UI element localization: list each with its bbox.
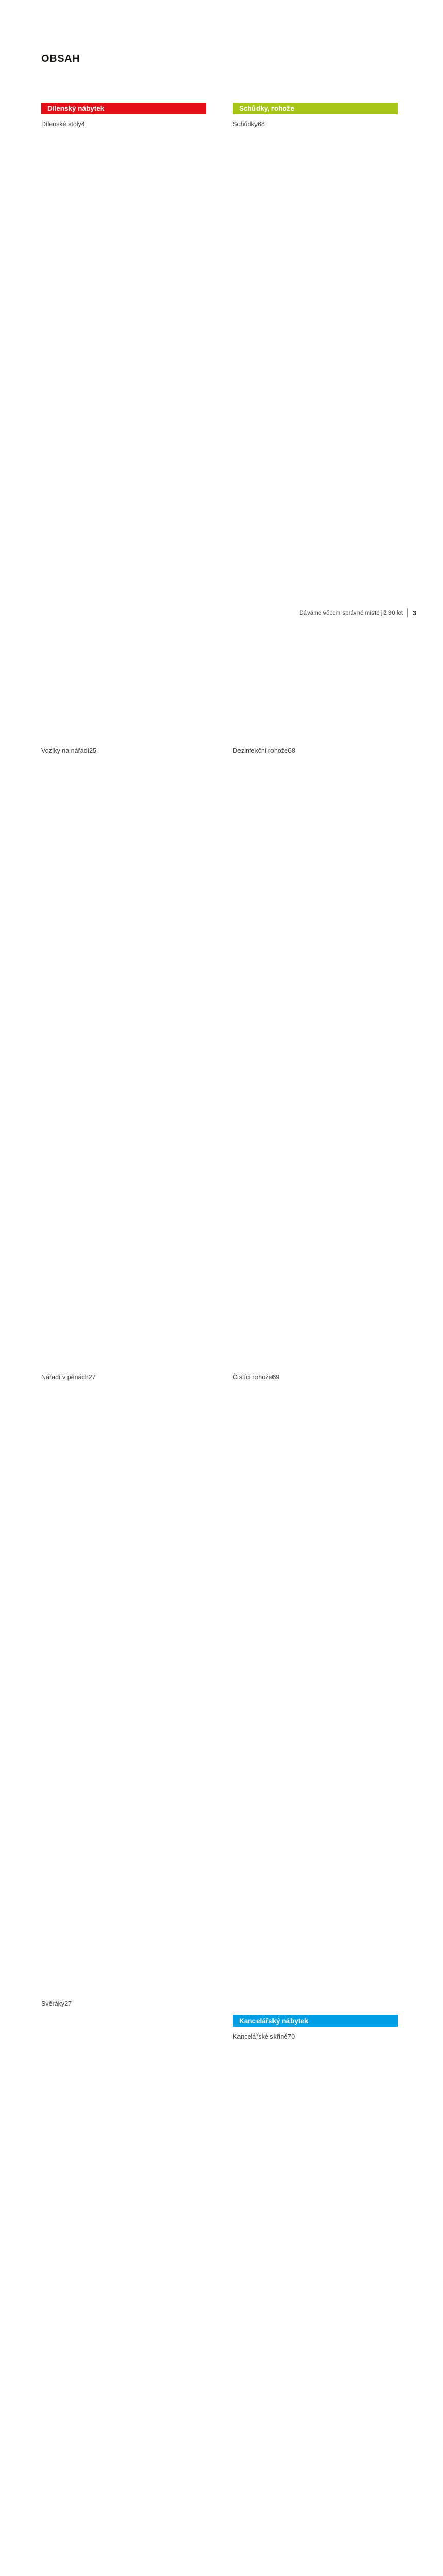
toc-entry-page: 25 bbox=[89, 747, 206, 1373]
toc-entry-label: Dílenské stoly bbox=[41, 121, 81, 128]
toc-entry-label: Dezinfekční rohože bbox=[233, 747, 288, 754]
toc-column-right bbox=[233, 103, 398, 2576]
page-title: OBSAH bbox=[41, 53, 80, 64]
toc-entry-page: 69 bbox=[272, 1373, 398, 1999]
toc-entry-label: Čistící rohože bbox=[233, 1374, 272, 1381]
toc-entry[interactable] bbox=[233, 1373, 398, 1999]
section-header: Schůdky, rohože bbox=[233, 103, 398, 114]
toc-section bbox=[233, 2015, 398, 2576]
toc-entry-page: 27 bbox=[89, 1373, 206, 1999]
toc-entry-page: 27 bbox=[64, 1999, 206, 2576]
section-header: Dílenský nábytek bbox=[41, 103, 206, 114]
toc-entry-label: Kancelářské skříně bbox=[233, 2033, 288, 2040]
toc-entry[interactable] bbox=[233, 747, 398, 1373]
section-header: Kancelářský nábytek bbox=[233, 2015, 398, 2027]
toc-entry[interactable] bbox=[233, 120, 398, 747]
section-entry-list bbox=[233, 120, 398, 1999]
toc-entry-page: 4 bbox=[81, 120, 206, 747]
toc-entry[interactable] bbox=[41, 120, 206, 747]
toc-entry-page: 68 bbox=[288, 747, 398, 1373]
toc-entry-label: Vozíky na nářadí bbox=[41, 747, 90, 754]
toc-entry[interactable] bbox=[233, 2032, 398, 2576]
footer-tagline: Dáváme věcem správné místo již 30 let bbox=[299, 609, 403, 616]
footer-separator bbox=[407, 608, 408, 617]
toc-entry-label: Schůdky bbox=[233, 121, 258, 128]
page-footer bbox=[299, 608, 416, 617]
toc-section bbox=[41, 103, 206, 2576]
toc-entry[interactable] bbox=[41, 1373, 206, 1999]
toc-entry[interactable] bbox=[41, 1999, 206, 2576]
toc-column-left bbox=[41, 103, 206, 2576]
toc-entry-page: 68 bbox=[258, 120, 398, 747]
section-entry-list bbox=[41, 120, 206, 2576]
toc-entry-page: 70 bbox=[287, 2032, 398, 2576]
toc-entry[interactable] bbox=[41, 747, 206, 1373]
toc-entry-label: Nářadí v pěnách bbox=[41, 1374, 89, 1381]
toc-section bbox=[233, 103, 398, 1999]
toc-columns bbox=[41, 103, 398, 2576]
toc-entry-label: Svěráky bbox=[41, 2000, 65, 2007]
section-entry-list bbox=[233, 2032, 398, 2576]
page-number: 3 bbox=[413, 609, 416, 617]
